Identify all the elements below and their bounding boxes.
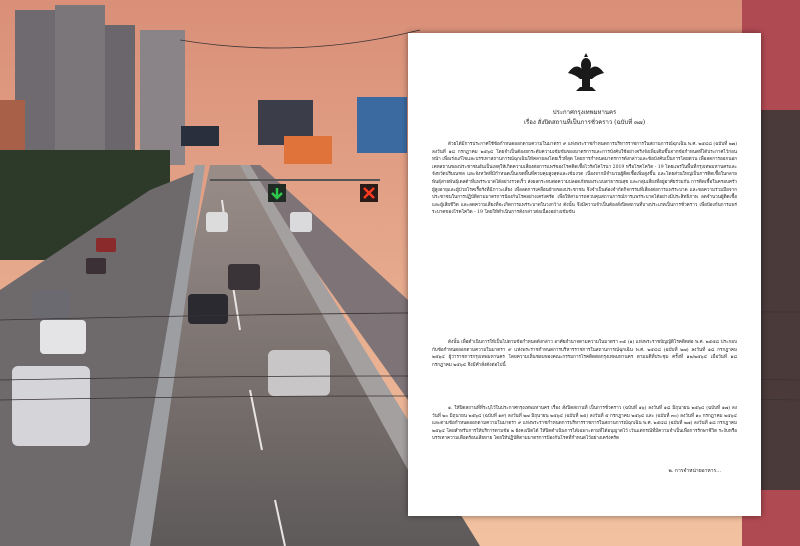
document-continuation: ๒. การจำหน่ายอาหาร...	[668, 468, 721, 474]
document-paragraph-2: ดังนั้น เพื่อดำเนินการให้เป็นไปตามข้อกำหนดดังกล่าว อาศัยอำนาจตามความในมาตรา ๓๕ (๑) แห่งพระราชบัญญัติโรคติดต่อ พ.ศ. ๒๕๕๘ ประกอบกับข้อกำหนดออกตามความในมาตรา ๙ แห่งพระราชกำหนดการบริหารราชการในสถานการณ์ฉุกเฉิน พ.ศ. ๒๕๔๘ (ฉบับที่ ๒๗) ลงวันที่ ๑๘ กรกฎาคม ๒๕๖๔ ผู้ว่าราชการกรุงเทพมหานคร โดยความเห็นชอบของคณะกรรมการโรคติดต่อกรุงเทพมหานคร ตามมติที่ประชุม ครั้งที่ ๑๒/๒๕๖๔ เมื่อวันที่ ๑๘ กรกฎาคม ๒๕๖๔ จึงมีคำสั่งดังต่อไปนี้	[432, 340, 737, 368]
document-title: ประกาศกรุงเทพมหานคร	[552, 109, 617, 116]
document-subject: เรื่อง สั่งปิดสถานที่เป็นการชั่วคราว (ฉบับที่ ๓๗)	[523, 119, 646, 126]
announcement-document	[408, 33, 761, 516]
garuda-emblem-icon	[566, 53, 606, 95]
document-paragraph-3: ๑. ให้ปิดสถานที่ที่ระบุไว้ในประกาศกรุงเทพมหานคร เรื่อง สั่งปิดสถานที่ เป็นการชั่วคราว (ฉบับที่ ๑๖) ลงวันที่ ๑๘ มิถุนายน ๒๕๖๔ (ฉบับที่ ๑๗) ลงวันที่ ๒๐ มิถุนายน ๒๕๖๔ (ฉบับที่ ๑๙) ลงวันที่ ๒๗ มิถุนายน ๒๕๖๔ (ฉบับที่ ๒๕) ลงวันที่ ๕ กรกฎาคม ๒๕๖๔ และ (ฉบับที่ ๓๐) ลงวันที่ ๑๐ กรกฎาคม ๒๕๖๔ และตามข้อกำหนดออกตามความในมาตรา ๙ แห่งพระราชกำหนดการบริหารราชการในสถานการณ์ฉุกเฉิน พ.ศ. ๒๕๔๘ (ฉบับที่ ๒๗) ลงวันที่ ๑๘ กรกฎาคม ๒๕๖๔ โดยสำหรับการให้บริการตามข้อ ๒ ยังคงเปิดได้ ให้ปิดดำเนินการได้เฉพาะตามที่ได้อนุญาตไว้ เว้นแต่กรณีที่มีความจำเป็นเพื่อการรักษาชีวิต ระงับหรือบรรเทาความเดือดร้อนเสียหาย โดยให้ปฏิบัติตามมาตรการป้องกันโรคที่กำหนดไว้อย่างเคร่งครัด	[432, 406, 738, 442]
document-paragraph-1: ด้วยได้มีการประกาศใช้ข้อกำหนดออกตามความในมาตรา ๙ แห่งพระราชกำหนดการบริหารราชการในสถานการณ์ฉุกเฉิน พ.ศ. ๒๕๔๘ (ฉบับที่ ๒๗) ลงวันที่ ๑๘ กรกฎาคม ๒๕๖๔ โดยจำเป็นต้องยกระดับความเข้มข้นของมาตรการและการบังคับใช้อย่างจริงจังเพิ่มเติมขึ้นจากข้อกำหนดที่ได้ประกาศไว้ก่อนหน้า เพื่อเร่งแก้ไขและบรรเทาสถานการณ์ฉุกเฉินให้คลายลงโดยเร็วที่สุด โดยการกำหนดมาตรการดังกล่าวและข้อบังคับเป็นการโดยด่วน เพื่อลดการออกนอกเคหสถานของประชาชนอันเป็นเหตุให้เกิดความเสี่ยงต่อการแพร่ของโรคติดเชื้อไวรัสโคโรนา 2019 หรือโรคโควิด - 19 โดยแพร่ในพื้นที่กรุงเทพมหานครและจังหวัดปริมณฑล และจังหวัดที่มีกำหนดเป็นเขตพื้นที่ควบคุมสูงสุดและเข้มงวด เนื่องจากมีจำนวนผู้ติดเชื้อเพิ่มสูงขึ้น และโดยส่วนใหญ่เป็นการติดเชื้อในกลายพันธุ์สายพันธุ์เดลต้าที่แพร่ระบาดได้อย่างรวดเร็ว ส่งผลกระทบต่อความปลอดภัยของระบบสาธารณสุข และกลุ่มเสี่ยงที่อยู่อาศัยร่วมกัน การติดเชื้อในครอบครัว ผู้สูงอายุและผู้ป่วยโรคเรื้อรังที่มีภาวะเสี่ยง เพื่อลดการเคลื่อนย้ายของประชาชน จึงจำเป็นต้องจำกัดกิจกรรมที่เสี่ยงต่อการแพร่ระบาด และขอความร่วมมือจากประชาชนในการปฏิบัติตามมาตรการป้องกันโรคอย่างเคร่งครัด เพื่อให้สามารถควบคุมสถานการณ์การแพร่ระบาดได้อย่างมีประสิทธิภาพ ลดจำนวนผู้ติดเชื้อและผู้เสียชีวิต และลดความเสี่ยงที่จะเกิดการแพร่ระบาดในวงกว้าง ดังนั้น จึงมีความจำเป็นต้องสั่งปิดสถานที่บางประเภทเป็นการชั่วคราว เพื่อป้องกันการแพร่ระบาดของโรคโควิด - 19 โดยให้ดำเนินการดังกล่าวต่อเนื่องอย่างเข้มข้น	[432, 142, 737, 216]
